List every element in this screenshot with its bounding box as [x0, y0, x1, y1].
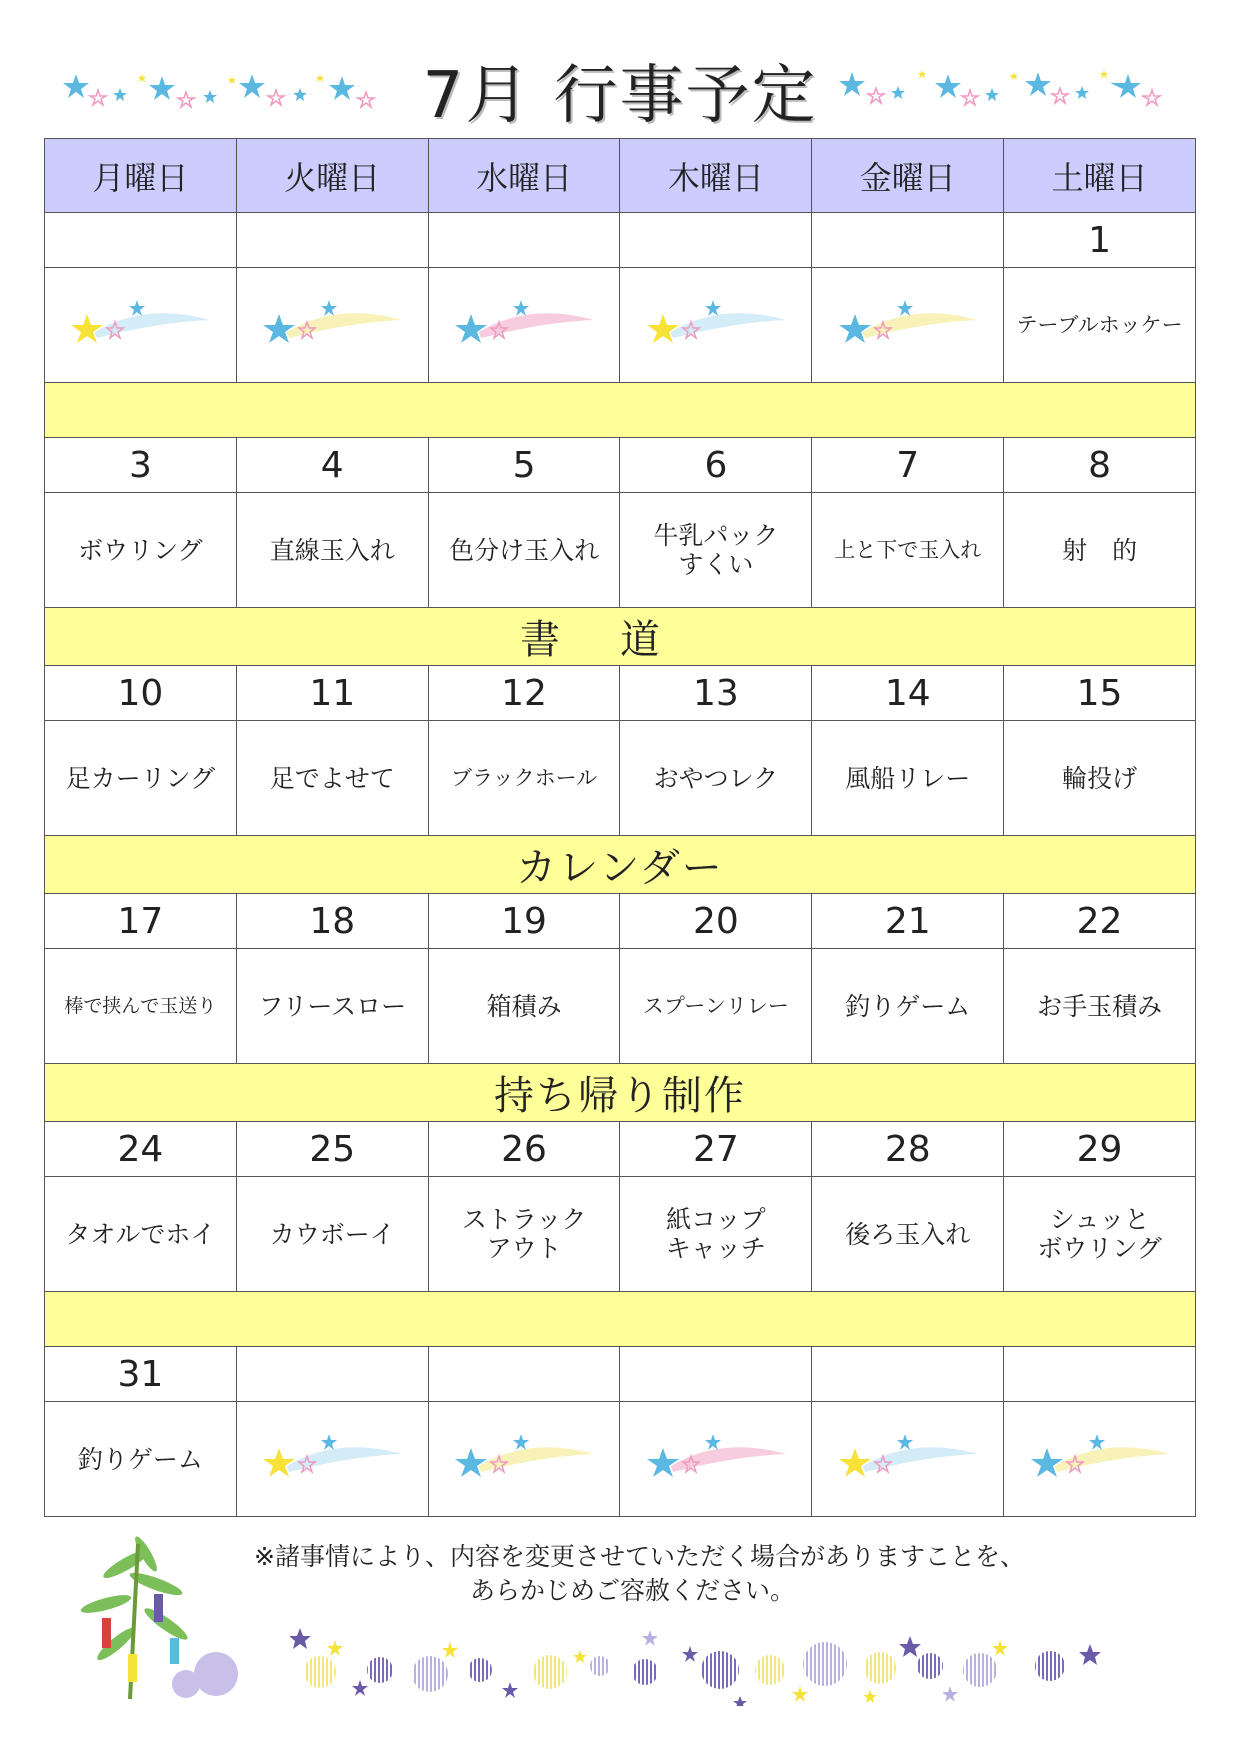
date-cell: 10 [45, 666, 237, 721]
activity-cell: ストラック アウト [428, 1177, 620, 1292]
date-cell: 13 [620, 666, 812, 721]
date-cell: 21 [812, 894, 1004, 949]
date-cell: 11 [236, 666, 428, 721]
bamboo-tanabata-icon [66, 1534, 246, 1704]
shooting-star-icon [236, 1402, 428, 1517]
date-cell: 26 [428, 1122, 620, 1177]
weekday-header: 火曜日 [236, 139, 428, 213]
star-garland-left-icon [62, 68, 382, 118]
star-garland-right-icon [838, 66, 1168, 116]
shooting-star-icon [45, 268, 237, 383]
weekday-header: 土曜日 [1004, 139, 1196, 213]
date-cell [428, 213, 620, 268]
activity-cell: お手玉積み [1004, 949, 1196, 1064]
date-cell [620, 213, 812, 268]
activity-row [45, 1402, 1196, 1517]
date-cell: 6 [620, 438, 812, 493]
date-cell: 20 [620, 894, 812, 949]
activity-cell: 直線玉入れ [236, 493, 428, 608]
shooting-star-icon [236, 268, 428, 383]
weekday-header: 水曜日 [428, 139, 620, 213]
activity-cell: ボウリング [45, 493, 237, 608]
activity-cell: 釣りゲーム [812, 949, 1004, 1064]
shooting-star-icon [428, 268, 620, 383]
date-cell [428, 1347, 620, 1402]
activity-cell: おやつレク [620, 721, 812, 836]
activity-cell: 輪投げ [1004, 721, 1196, 836]
activity-cell: 上と下で玉入れ [812, 493, 1004, 608]
activity-cell: ブラックホール [428, 721, 620, 836]
weekday-header: 金曜日 [812, 139, 1004, 213]
activity-row [45, 493, 1196, 608]
date-cell: 7 [812, 438, 1004, 493]
shooting-star-icon [812, 1402, 1004, 1517]
date-cell [45, 213, 237, 268]
date-cell [620, 1347, 812, 1402]
date-row [45, 894, 1196, 949]
event-band-row [45, 608, 1196, 666]
shooting-star-icon [620, 268, 812, 383]
date-cell: 19 [428, 894, 620, 949]
date-cell: 24 [45, 1122, 237, 1177]
activity-cell: 風船リレー [812, 721, 1004, 836]
date-cell [236, 213, 428, 268]
activity-cell: 後ろ玉入れ [812, 1177, 1004, 1292]
weekday-header-row [45, 139, 1196, 213]
date-cell: 5 [428, 438, 620, 493]
event-band-row [45, 836, 1196, 894]
date-cell: 8 [1004, 438, 1196, 493]
activity-row [45, 268, 1196, 383]
date-row [45, 1122, 1196, 1177]
activity-cell: 色分け玉入れ [428, 493, 620, 608]
shooting-star-icon [428, 1402, 620, 1517]
notice-text [254, 1540, 1025, 1608]
event-band-row [45, 1064, 1196, 1122]
event-band: 持ち帰り制作 [45, 1064, 1196, 1122]
activity-cell: 釣りゲーム [45, 1402, 237, 1517]
event-band: カレンダー [45, 836, 1196, 894]
date-cell: 17 [45, 894, 237, 949]
activity-cell: シュッと ボウリング [1004, 1177, 1196, 1292]
circles-stars-decoration-icon [290, 1626, 1170, 1706]
activity-cell: 箱積み [428, 949, 620, 1064]
shooting-star-icon [620, 1402, 812, 1517]
activity-cell: 牛乳パック すくい [620, 493, 812, 608]
event-band-row [45, 383, 1196, 438]
date-cell [812, 1347, 1004, 1402]
date-cell: 31 [45, 1347, 237, 1402]
activity-cell: テーブルホッケー [1004, 268, 1196, 383]
date-cell [236, 1347, 428, 1402]
date-cell: 25 [236, 1122, 428, 1177]
activity-cell: 足でよせて [236, 721, 428, 836]
shooting-star-icon [1004, 1402, 1196, 1517]
date-cell: 1 [1004, 213, 1196, 268]
activity-row [45, 949, 1196, 1064]
activity-row [45, 1177, 1196, 1292]
date-cell: 28 [812, 1122, 1004, 1177]
activity-cell: 足カーリング [45, 721, 237, 836]
date-cell: 14 [812, 666, 1004, 721]
date-cell: 3 [45, 438, 237, 493]
event-band [45, 1292, 1196, 1347]
weekday-header: 月曜日 [45, 139, 237, 213]
date-cell: 27 [620, 1122, 812, 1177]
date-cell: 29 [1004, 1122, 1196, 1177]
event-band: 書道 [45, 608, 1196, 666]
activity-row [45, 721, 1196, 836]
event-band [45, 383, 1196, 438]
date-cell: 18 [236, 894, 428, 949]
date-row [45, 666, 1196, 721]
shooting-star-icon [812, 268, 1004, 383]
activity-cell: フリースロー [236, 949, 428, 1064]
activity-cell: 射 的 [1004, 493, 1196, 608]
date-cell [1004, 1347, 1196, 1402]
activity-cell: 棒で挟んで玉送り [45, 949, 237, 1064]
page-title: 7月 行事予定 [422, 59, 818, 133]
activity-cell: 紙コップ キャッチ [620, 1177, 812, 1292]
calendar-table [44, 138, 1196, 1517]
notice-line-1: ※諸事情により、内容を変更させていただく場合がありますことを、 [254, 1542, 1025, 1571]
date-cell: 22 [1004, 894, 1196, 949]
date-cell [812, 213, 1004, 268]
date-cell: 15 [1004, 666, 1196, 721]
date-row [45, 213, 1196, 268]
date-row [45, 1347, 1196, 1402]
date-cell: 4 [236, 438, 428, 493]
event-band-row [45, 1292, 1196, 1347]
activity-cell: タオルでホイ [45, 1177, 237, 1292]
activity-cell: カウボーイ [236, 1177, 428, 1292]
date-row [45, 438, 1196, 493]
notice-line-2: あらかじめご容赦ください。 [470, 1576, 796, 1605]
activity-cell: スプーンリレー [620, 949, 812, 1064]
date-cell: 12 [428, 666, 620, 721]
weekday-header: 木曜日 [620, 139, 812, 213]
